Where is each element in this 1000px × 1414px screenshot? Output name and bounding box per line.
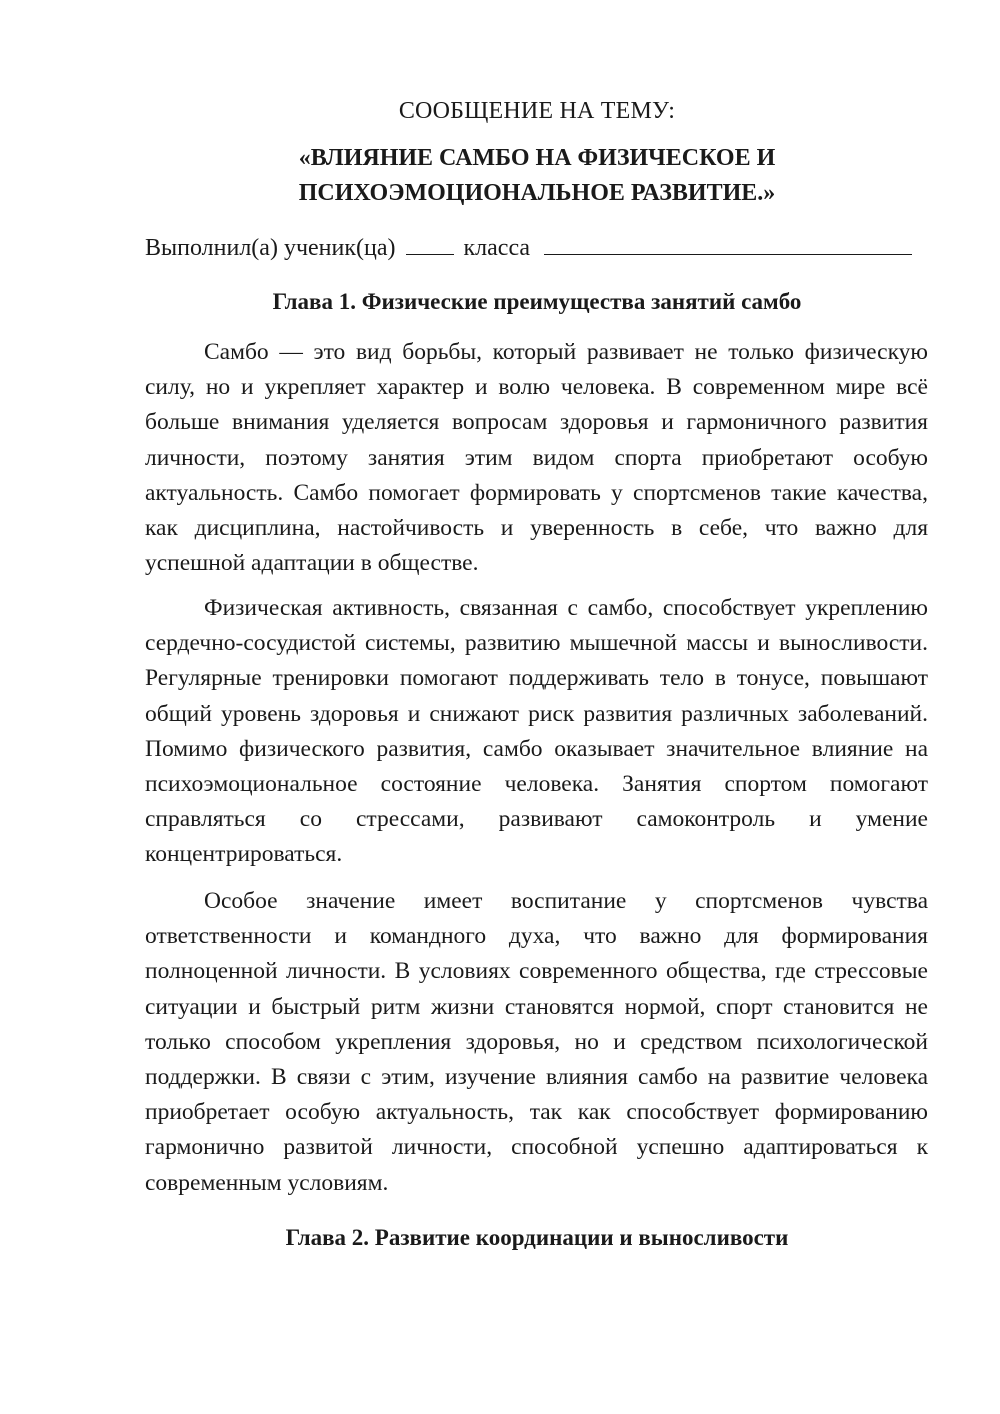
class-number-blank — [406, 232, 454, 255]
author-prefix: Выполнил(а) ученик(ца) — [145, 235, 396, 261]
report-title-line-1: «ВЛИЯНИЕ САМБО НА ФИЗИЧЕСКОЕ И — [298, 145, 776, 171]
report-title — [0, 141, 1000, 211]
chapter-1-paragraph-1: Самбо — это вид борьбы, который развивает не только физическую силу, но и укрепляет характер и волю человека. В современном мире всё больше внимания уделяется вопросам здоровья и гармоничного развития личности, поэтому занятия этим видом спорта приобретают особую актуальность. Самбо помогает формировать у спортсменов такие качества, как дисциплина, настойчивость и уверенность в себе, что важно для успешной адаптации в обществе. — [145, 339, 928, 577]
student-name-blank — [544, 232, 912, 255]
author-line — [145, 232, 935, 263]
chapter-1-heading: Глава 1. Физические преимущества занятий самбо — [272, 289, 802, 314]
chapter-1-paragraph-2: Физическая активность, связанная с самбо, способствует укреплению сердечно-сосудистой системы, развитию мышечной массы и выносливости. Регулярные тренировки помогают поддерживать тело в тонусе, повышают общий уровень здоровья и снижают риск развития различных заболеваний. Помимо физического развития, самбо оказывает значительное влияние на психоэмоциональное состояние человека. Занятия спортом помогают справляться со стрессами, развивают самоконтроль и умение концентрироваться. — [145, 595, 928, 868]
chapter-2-heading: Глава 2. Развитие координации и выносливости — [285, 1225, 789, 1250]
chapter-1-paragraph-3: Особое значение имеет воспитание у спортсменов чувства ответственности и командного духа, что важно для формирования полноценной личности. В условиях современного общества, где стрессовые ситуации и быстрый ритм жизни становятся нормой, спорт становится не только способом укрепления здоровья, но и средством психологической поддержки. В связи с этим, изучение влияния самбо на развитие человека приобретает особую актуальность, так как способствует формированию гармонично развитой личности, способной успешно адаптироваться к современным условиям. — [145, 888, 928, 1196]
class-word: класса — [463, 235, 531, 261]
report-title-line-2: ПСИХОЭМОЦИОНАЛЬНОЕ РАЗВИТИЕ.» — [298, 180, 776, 206]
report-label: СООБЩЕНИЕ НА ТЕМУ: — [398, 98, 676, 124]
